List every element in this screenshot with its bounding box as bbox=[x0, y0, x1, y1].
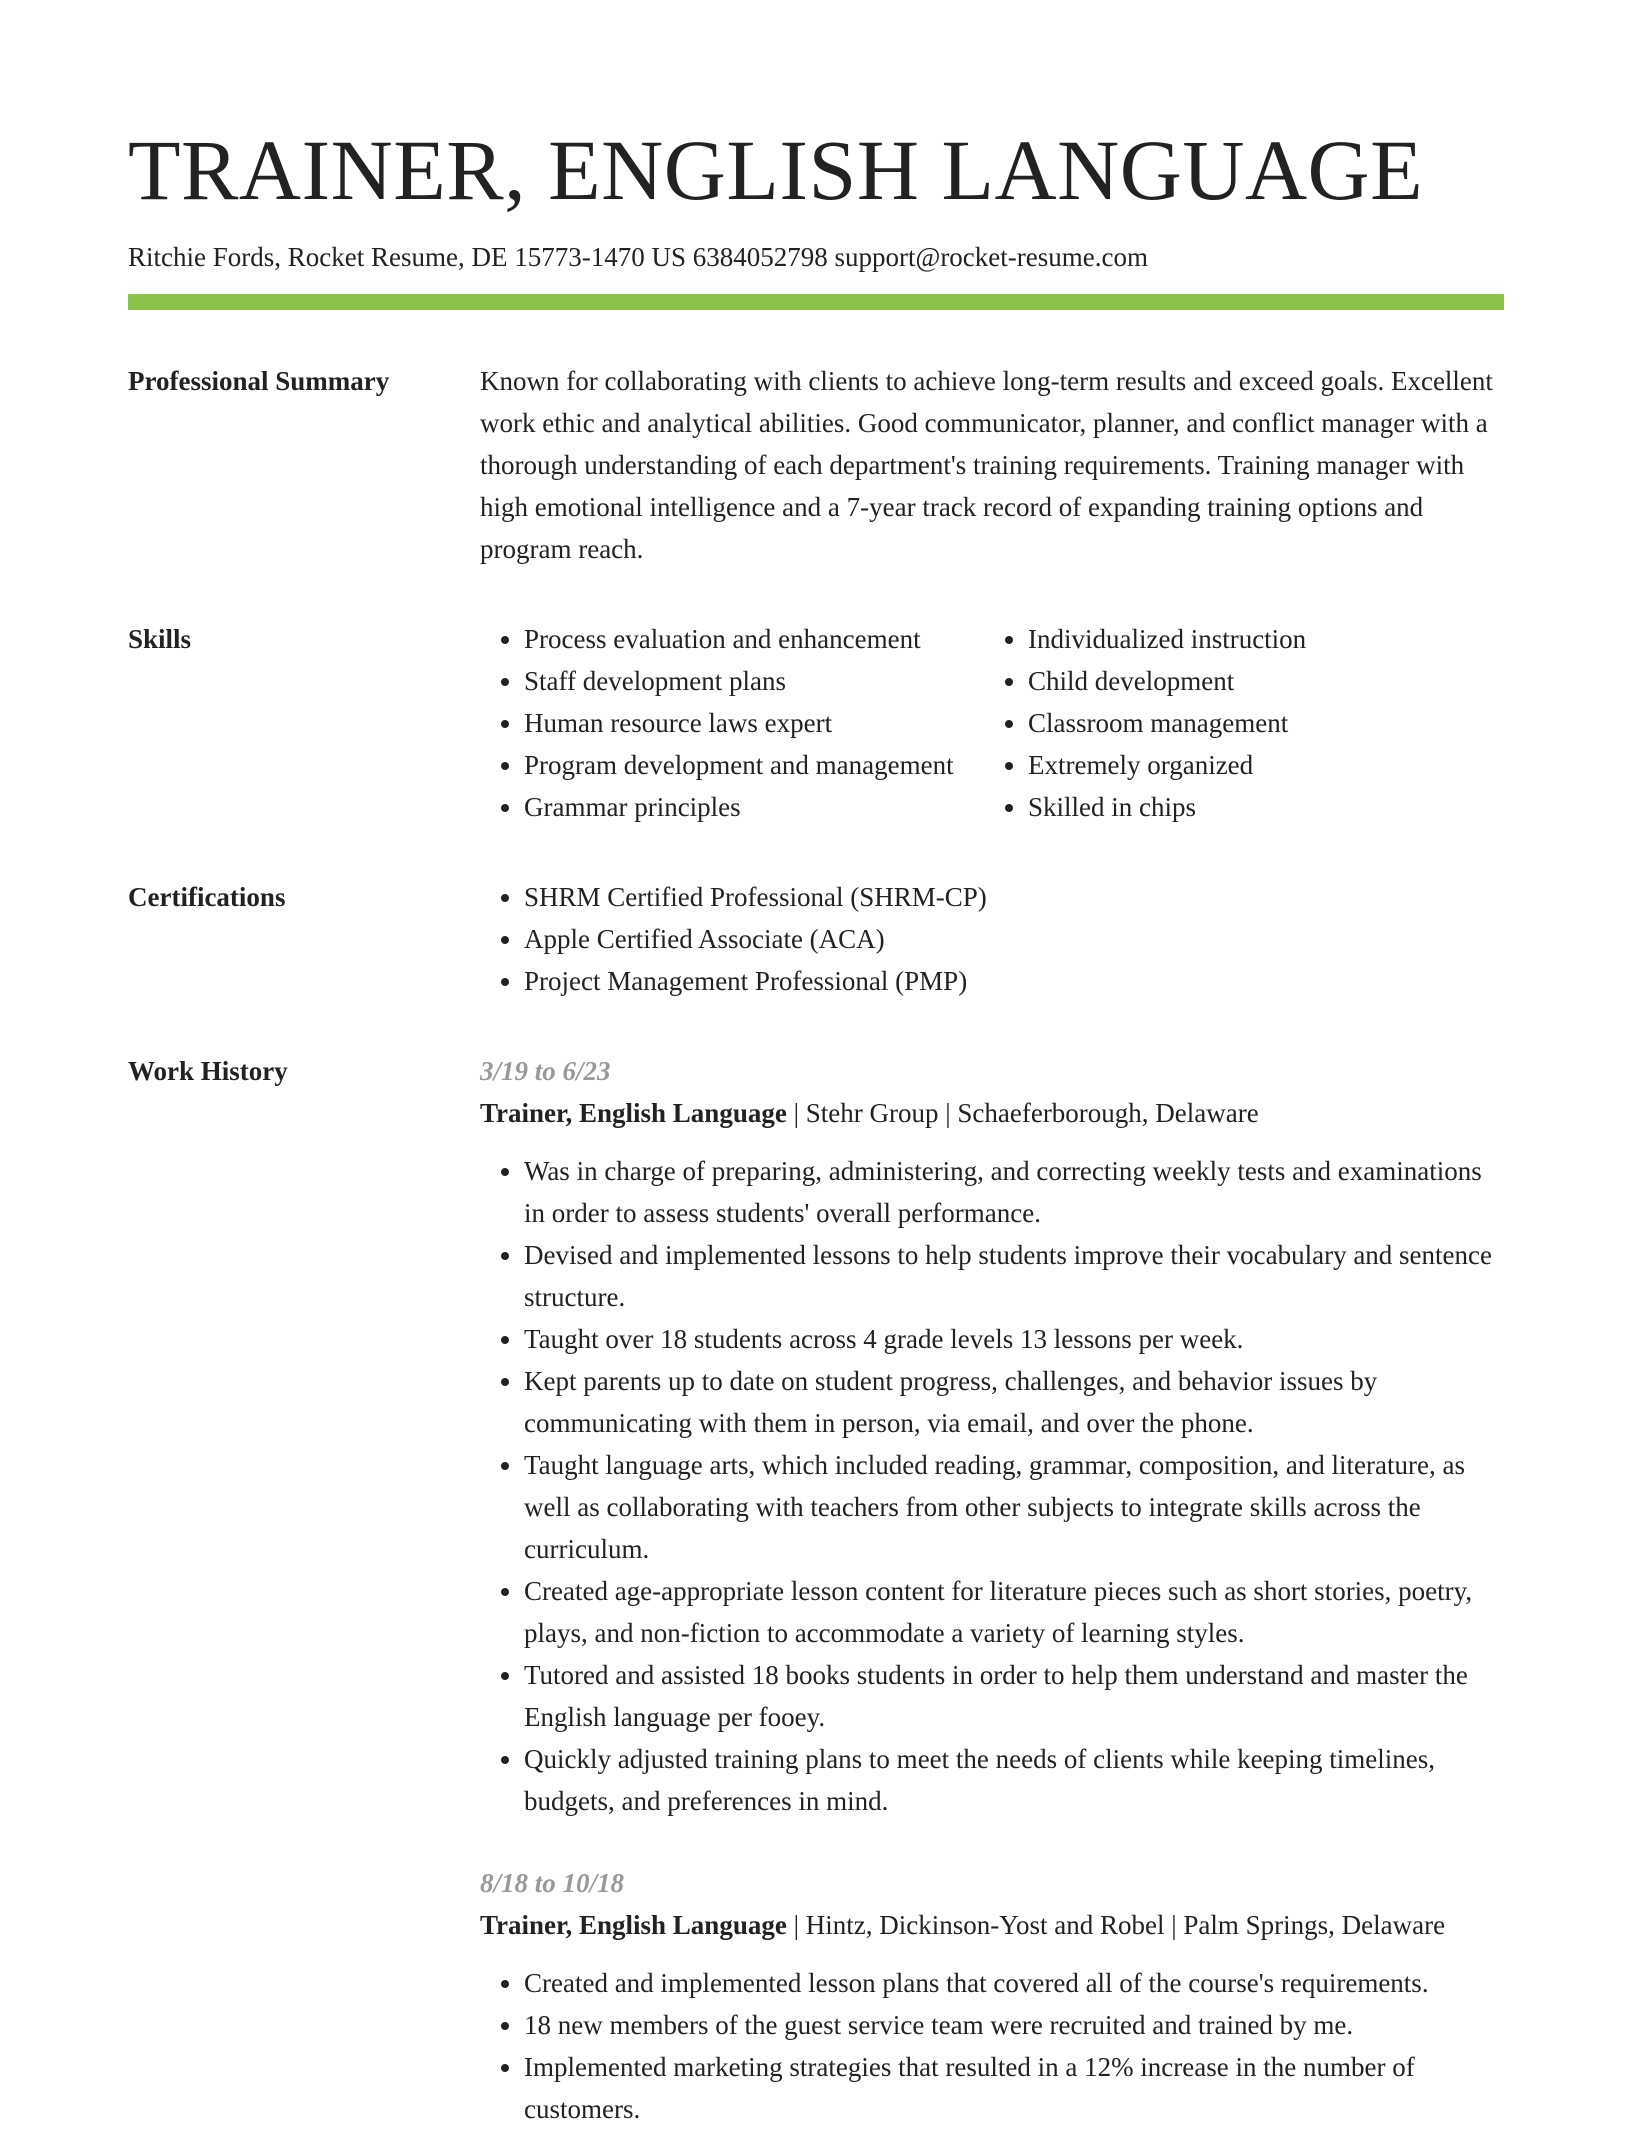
job-heading bbox=[480, 1092, 1504, 1134]
job-bullet: • Created and implemented lesson plans that covered all of the course's requirements. bbox=[524, 1962, 1504, 2004]
skill-item: • Extremely organized bbox=[1028, 744, 1504, 786]
certification-item: • SHRM Certified Professional (SHRM-CP) bbox=[524, 876, 1504, 918]
job-dates: 8/18 to 10/18 bbox=[480, 1868, 625, 1898]
job-bullets bbox=[480, 1150, 1504, 1822]
summary-section bbox=[128, 360, 1504, 570]
job-bullet: • Taught language arts, which included reading, grammar, composition, and literature, as well as collaborating with teachers from other subjects to integrate skills across the curriculum. bbox=[524, 1444, 1504, 1570]
summary-label: Professional Summary bbox=[128, 366, 390, 396]
certification-item: • Apple Certified Associate (ACA) bbox=[524, 918, 1504, 960]
job-title: Trainer, English Language bbox=[480, 1910, 787, 1940]
skill-item: • Classroom management bbox=[1028, 702, 1504, 744]
skills-column-2 bbox=[984, 618, 1504, 828]
skill-item: • Grammar principles bbox=[524, 786, 984, 828]
job-bullet: • Taught over 18 students across 4 grade levels 13 lessons per week. bbox=[524, 1318, 1504, 1360]
work-history-section bbox=[128, 1050, 1504, 2130]
certifications-list bbox=[480, 876, 1504, 1002]
job-entry bbox=[480, 1050, 1504, 1822]
job-bullet: • Was in charge of preparing, administering, and correcting weekly tests and examinations in order to assess students' overall performance. bbox=[524, 1150, 1504, 1234]
skill-item: • Program development and management bbox=[524, 744, 984, 786]
skill-item: • Skilled in chips bbox=[1028, 786, 1504, 828]
accent-divider bbox=[128, 294, 1504, 310]
skill-item: • Individualized instruction bbox=[1028, 618, 1504, 660]
skill-item: • Staff development plans bbox=[524, 660, 984, 702]
work-history-label: Work History bbox=[128, 1056, 288, 1086]
skills-column-1 bbox=[480, 618, 984, 828]
job-heading bbox=[480, 1904, 1504, 1946]
job-bullet: • Quickly adjusted training plans to meet the needs of clients while keeping timelines, budgets, and preferences in mind. bbox=[524, 1738, 1504, 1822]
job-bullet: • Tutored and assisted 18 books students in order to help them understand and master the English language per fooey. bbox=[524, 1654, 1504, 1738]
job-bullet: • Kept parents up to date on student progress, challenges, and behavior issues by communicating with them in person, via email, and over the phone. bbox=[524, 1360, 1504, 1444]
job-dates: 3/19 to 6/23 bbox=[480, 1056, 611, 1086]
job-bullet: • 18 new members of the guest service team were recruited and trained by me. bbox=[524, 2004, 1504, 2046]
job-bullet: • Created age-appropriate lesson content for literature pieces such as short stories, poetry, plays, and non-fiction to accommodate a variety of learning styles. bbox=[524, 1570, 1504, 1654]
job-entry bbox=[480, 1862, 1504, 2130]
skill-item: • Human resource laws expert bbox=[524, 702, 984, 744]
job-bullet: • Devised and implemented lessons to help students improve their vocabulary and sentence structure. bbox=[524, 1234, 1504, 1318]
skills-list bbox=[480, 618, 1504, 828]
certification-item: • Project Management Professional (PMP) bbox=[524, 960, 1504, 1002]
certifications-section bbox=[128, 876, 1504, 1002]
summary-text: Known for collaborating with clients to achieve long-term results and exceed goals. Excellent work ethic and analytical abilities. Good communicator, planner, and conflict manager with a thorough understanding of each department's training requirements. Training manager with high emotional intelligence and a 7-year track record of expanding training options and program reach. bbox=[480, 366, 1493, 564]
job-employer-location: | Stehr Group | Schaeferborough, Delaware bbox=[786, 1098, 1259, 1128]
resume-title: TRAINER, ENGLISH LANGUAGE bbox=[128, 122, 1424, 218]
skills-section bbox=[128, 618, 1504, 828]
skill-item: • Child development bbox=[1028, 660, 1504, 702]
contact-line: Ritchie Fords, Rocket Resume, DE 15773-1470 US 6384052798 support@rocket-resume.com bbox=[128, 242, 1148, 272]
job-bullet: • Implemented marketing strategies that resulted in a 12% increase in the number of customers. bbox=[524, 2046, 1504, 2130]
job-title: Trainer, English Language bbox=[480, 1098, 787, 1128]
certifications-label: Certifications bbox=[128, 882, 286, 912]
skills-label: Skills bbox=[128, 624, 192, 654]
job-bullets bbox=[480, 1962, 1504, 2130]
skill-item: • Process evaluation and enhancement bbox=[524, 618, 984, 660]
job-employer-location: | Hintz, Dickinson-Yost and Robel | Palm Springs, Delaware bbox=[786, 1910, 1446, 1940]
